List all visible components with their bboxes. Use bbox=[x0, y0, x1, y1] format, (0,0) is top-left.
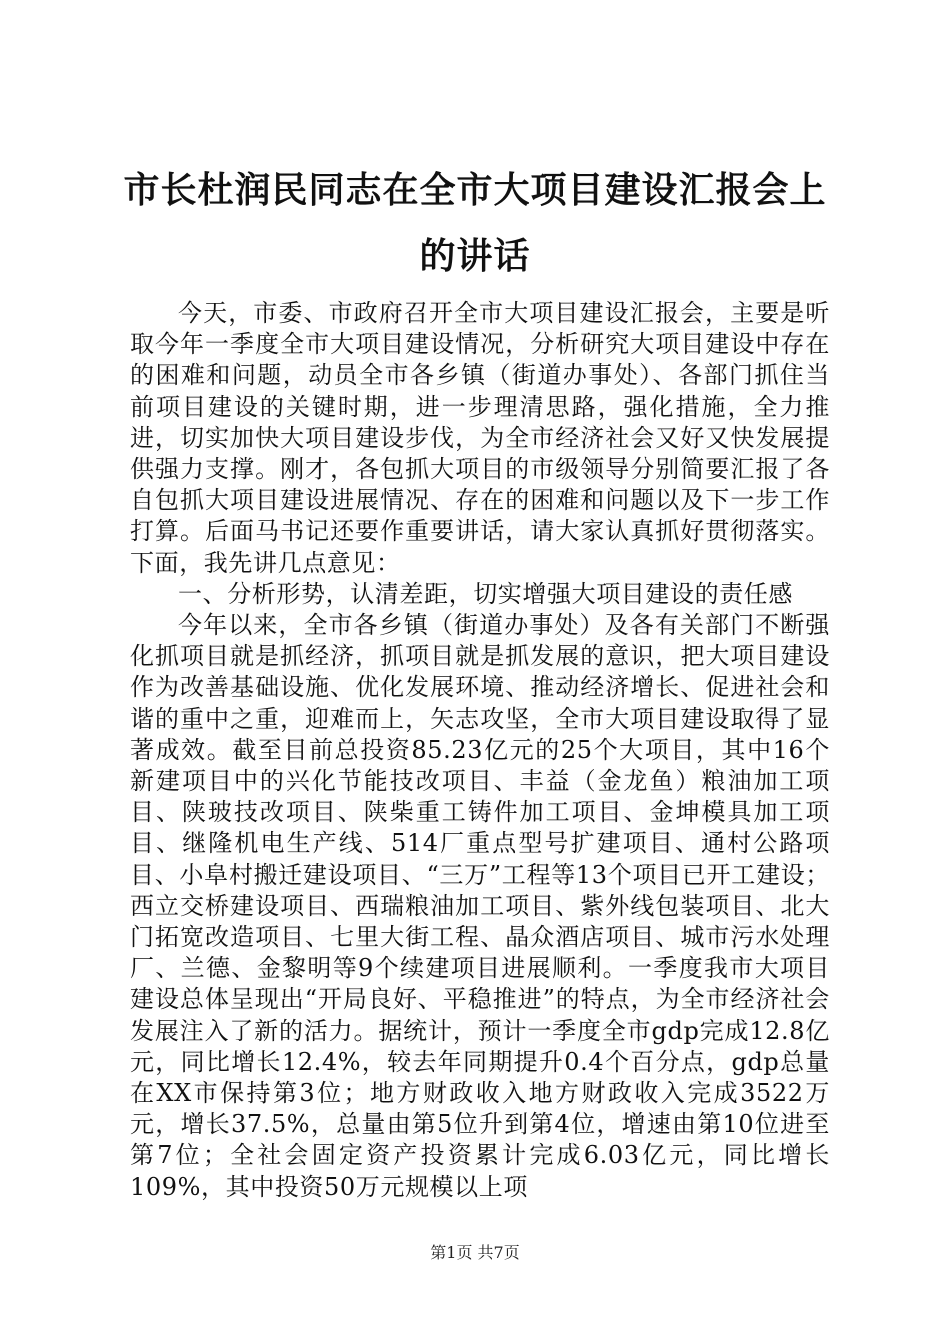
document-body bbox=[130, 298, 830, 1203]
paragraph-intro: 今天，市委、市政府召开全市大项目建设汇报会，主要是听取今年一季度全市大项目建设情况，分析研究大项目建设中存在的困难和问题，动员全市各乡镇（街道办事处）、各部门抓住当前项目建设的关键时期，进一步理清思路，强化措施，全力推进，切实加快大项目建设步伐，为全市经济社会又好又快发展提供强力支撑。刚才，各包抓大项目的市级领导分别简要汇报了各自包抓大项目建设进展情况、存在的困难和问题以及下一步工作打算。后面马书记还要作重要讲话，请大家认真抓好贯彻落实。下面，我先讲几点意见： bbox=[130, 299, 830, 577]
page-number-footer: 第1页 共7页 bbox=[430, 1243, 520, 1262]
document-title: 市长杜润民同志在全市大项目建设汇报会上的讲话 bbox=[123, 170, 827, 277]
paragraph-section-1: 今年以来，全市各乡镇（街道办事处）及各有关部门不断强化抓项目就是抓经济，抓项目就是抓发展的意识，把大项目建设作为改善基础设施、优化发展环境、推动经济增长、促进社会和谐的重中之重，迎难而上，矢志攻坚，全市大项目建设取得了显著成效。截至目前总投资85.23亿元的25个大项目，其中16个新建项目中的兴化节能技改项目、丰益（金龙鱼）粮油加工项目、陕玻技改项目、陕柴重工铸件加工项目、金坤模具加工项目、继隆机电生产线、514厂重点型号扩建项目、通村公路项目、小阜村搬迁建设项目、“三万”工程等13个项目已开工建设；西立交桥建设项目、西瑞粮油加工项目、紫外线包装项目、北大门拓宽改造项目、七里大街工程、晶众酒店项目、城市污水处理厂、兰德、金黎明等9个续建项目进展顺利。一季度我市大项目建设总体呈现出“开局良好、平稳推进”的特点，为全市经济社会发展注入了新的活力。据统计，预计一季度全市gdp完成12.8亿元，同比增长12.4%，较去年同期提升0.4个百分点，gdp总量在XX市保持第3位；地方财政收入地方财政收入完成3522万元，增长37.5%，总量由第5位升到第4位，增速由第10位进至第7位；全社会固定资产投资累计完成6.03亿元，同比增长109%，其中投资50万元规模以上项 bbox=[130, 611, 830, 1201]
section-heading-1: 一、分析形势，认清差距，切实增强大项目建设的责任感 bbox=[178, 579, 793, 608]
